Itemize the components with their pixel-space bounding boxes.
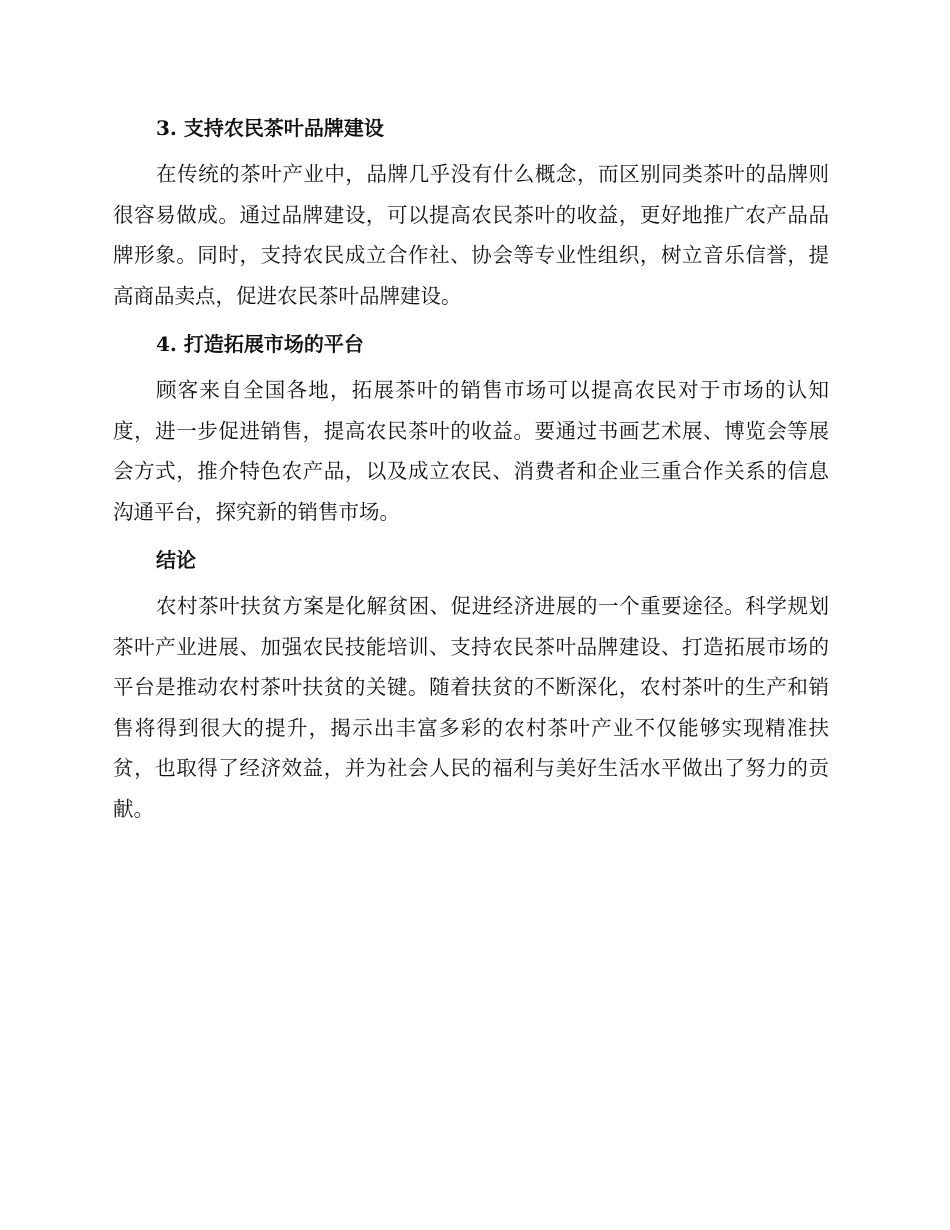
section-paragraph-brand: 在传统的茶叶产业中，品牌几乎没有什么概念，而区别同类茶叶的品牌则很容易做成。通过品牌建设，可以提高农民茶叶的收益，更好地推广农产品品牌形象。同时，支持农民成立合作社、协会等专业性组织，树立音乐信誉，提高商品卖点，促进农民茶叶品牌建设。 (113, 162, 829, 308)
section-heading-market: 4. 打造拓展市场的平台 (156, 332, 364, 356)
section-heading-conclusion: 结论 (156, 548, 196, 572)
document-page (113, 108, 829, 837)
section-paragraph-conclusion: 农村茶叶扶贫方案是化解贫困、促进经济进展的一个重要途径。科学规划茶叶产业进展、加强农民技能培训、支持农民茶叶品牌建设、打造拓展市场的平台是推动农村茶叶扶贫的关键。随着扶贫的不断深化，农村茶叶的生产和销售将得到很大的提升，揭示出丰富多彩的农村茶叶产业不仅能够实现精准扶贫，也取得了经济效益，并为社会人民的福利与美好生活水平做出了努力的贡献。 (113, 594, 829, 821)
section-paragraph-market: 顾客来自全国各地，拓展茶叶的销售市场可以提高农民对于市场的认知度，进一步促进销售，提高农民茶叶的收益。要通过书画艺术展、博览会等展会方式，推介特色农产品，以及成立农民、消费者和企业三重合作关系的信息沟通平台，探究新的销售市场。 (113, 378, 829, 524)
section-heading-brand: 3. 支持农民茶叶品牌建设 (156, 116, 384, 140)
